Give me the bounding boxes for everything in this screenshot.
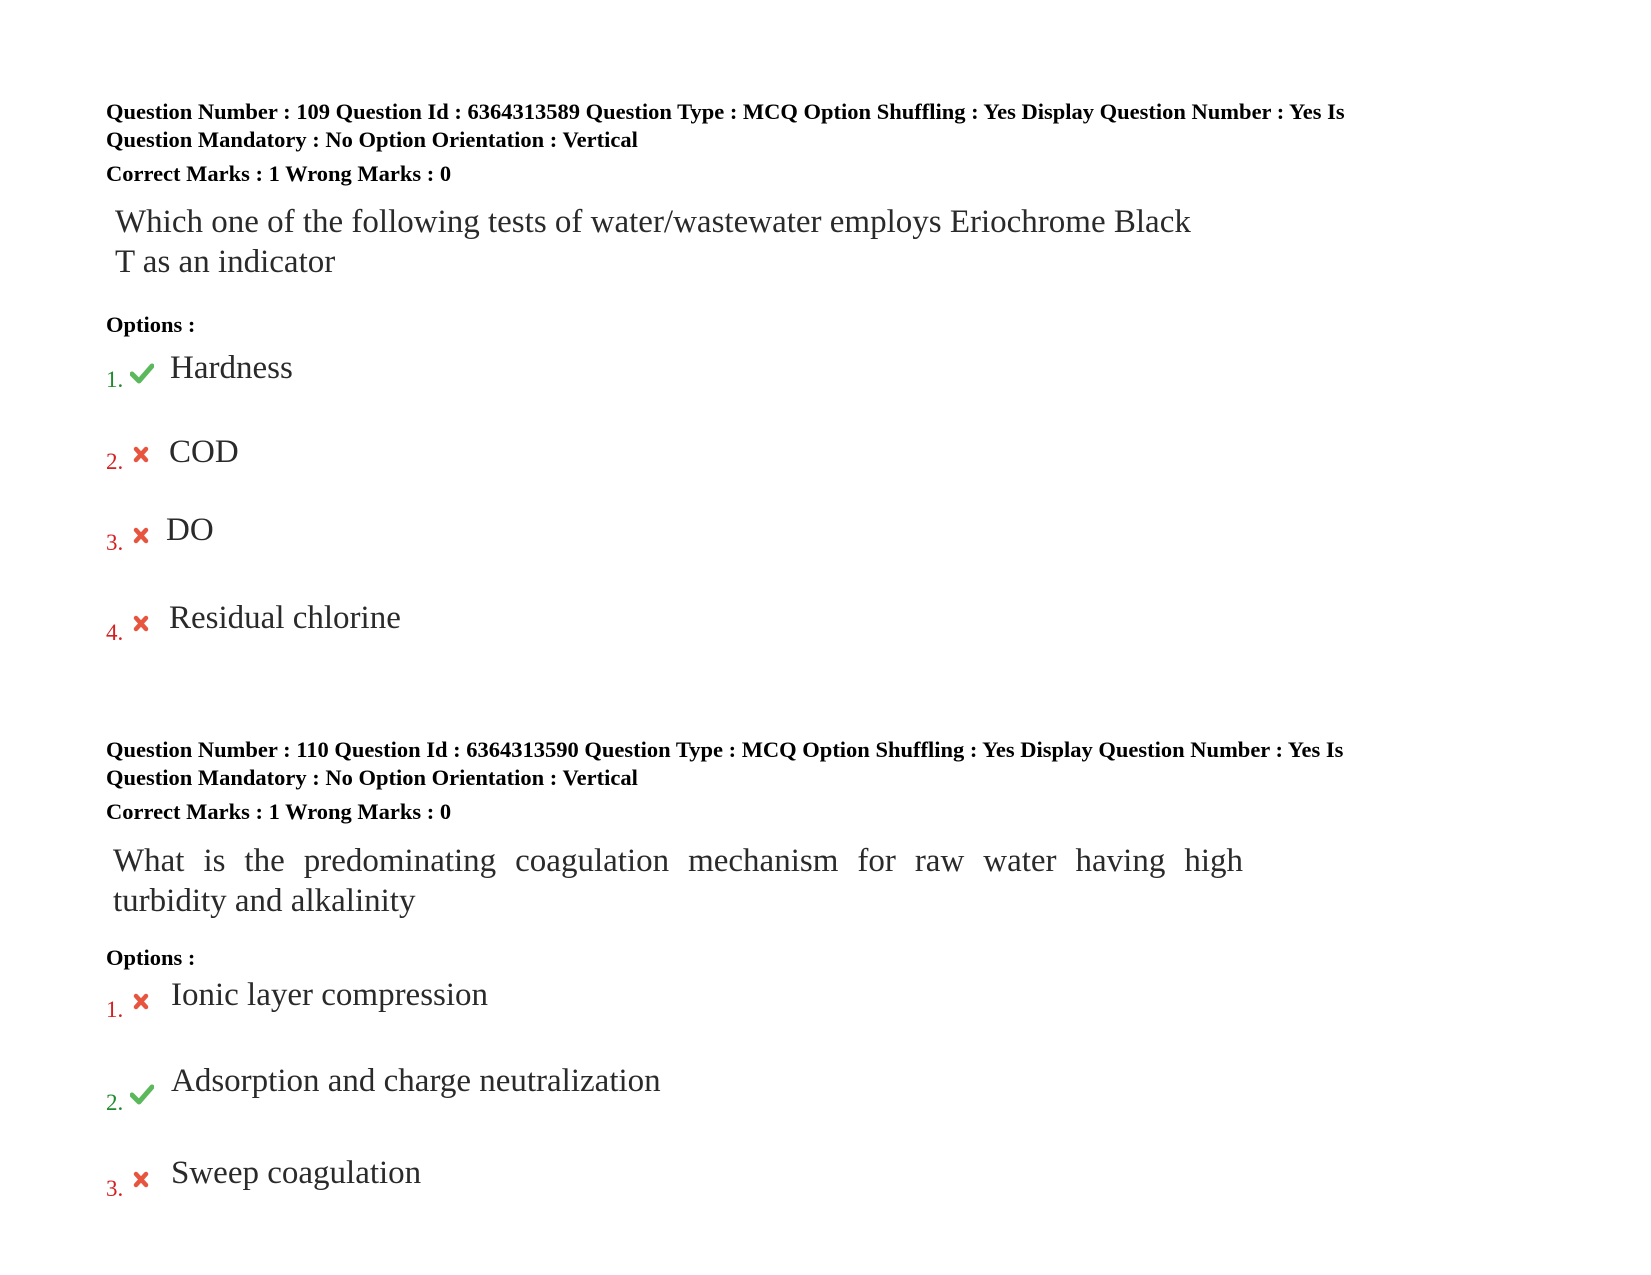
question-marks: Correct Marks : 1 Wrong Marks : 0	[106, 799, 452, 824]
option-item	[106, 512, 1006, 566]
option-item	[106, 977, 1006, 1032]
options-label: Options :	[106, 945, 196, 970]
question-meta-line2: Question Mandatory : No Option Orientation : Vertical	[106, 127, 638, 152]
option-text: Residual chlorine	[169, 600, 401, 636]
question-text-line2: turbidity and alkalinity	[113, 883, 416, 919]
question-text-line1: Which one of the following tests of water/wastewater employs Eriochrome Black	[115, 204, 1191, 240]
question-text	[113, 841, 1243, 921]
option-number: 1.	[106, 367, 124, 392]
option-text: Sweep coagulation	[171, 1155, 422, 1191]
option-text: COD	[169, 434, 239, 470]
option-number: 2.	[106, 1090, 124, 1115]
option-number: 1.	[106, 997, 124, 1022]
option-text: DO	[166, 512, 214, 548]
check-icon	[130, 362, 154, 384]
option-number: 4.	[106, 620, 124, 645]
question-meta-line1: Question Number : 109 Question Id : 6364313589 Question Type : MCQ Option Shuffling : Yes Display Question Number : Yes Is	[106, 99, 1345, 124]
question-marks: Correct Marks : 1 Wrong Marks : 0	[106, 161, 452, 186]
question-meta-line2: Question Mandatory : No Option Orientation : Vertical	[106, 765, 638, 790]
cross-icon	[130, 1169, 154, 1191]
question-meta-line1: Question Number : 110 Question Id : 6364313590 Question Type : MCQ Option Shuffling : Yes Display Question Number : Yes Is	[106, 737, 1344, 762]
cross-icon	[130, 613, 154, 635]
cross-icon	[130, 991, 154, 1013]
cross-icon	[130, 525, 154, 547]
option-text: Ionic layer compression	[171, 977, 489, 1013]
option-text: Hardness	[170, 350, 293, 386]
option-number: 2.	[106, 449, 124, 474]
check-icon	[130, 1083, 154, 1105]
option-item	[106, 1155, 1006, 1210]
option-item	[106, 1063, 1006, 1124]
option-item	[106, 352, 1006, 402]
question-text-line1: What is the predominating coagulation mechanism for raw water having high	[113, 843, 1243, 879]
options-label: Options :	[106, 312, 196, 337]
question-block-110	[106, 736, 1526, 1201]
option-item	[106, 434, 1006, 484]
question-text-line2: T as an indicator	[115, 244, 336, 280]
question-text	[115, 202, 1245, 282]
option-number: 3.	[106, 1176, 124, 1201]
cross-icon	[130, 444, 154, 466]
option-item	[106, 600, 1006, 655]
option-text: Adsorption and charge neutralization	[171, 1063, 661, 1099]
option-number: 3.	[106, 530, 124, 555]
question-block-109	[106, 98, 1526, 645]
